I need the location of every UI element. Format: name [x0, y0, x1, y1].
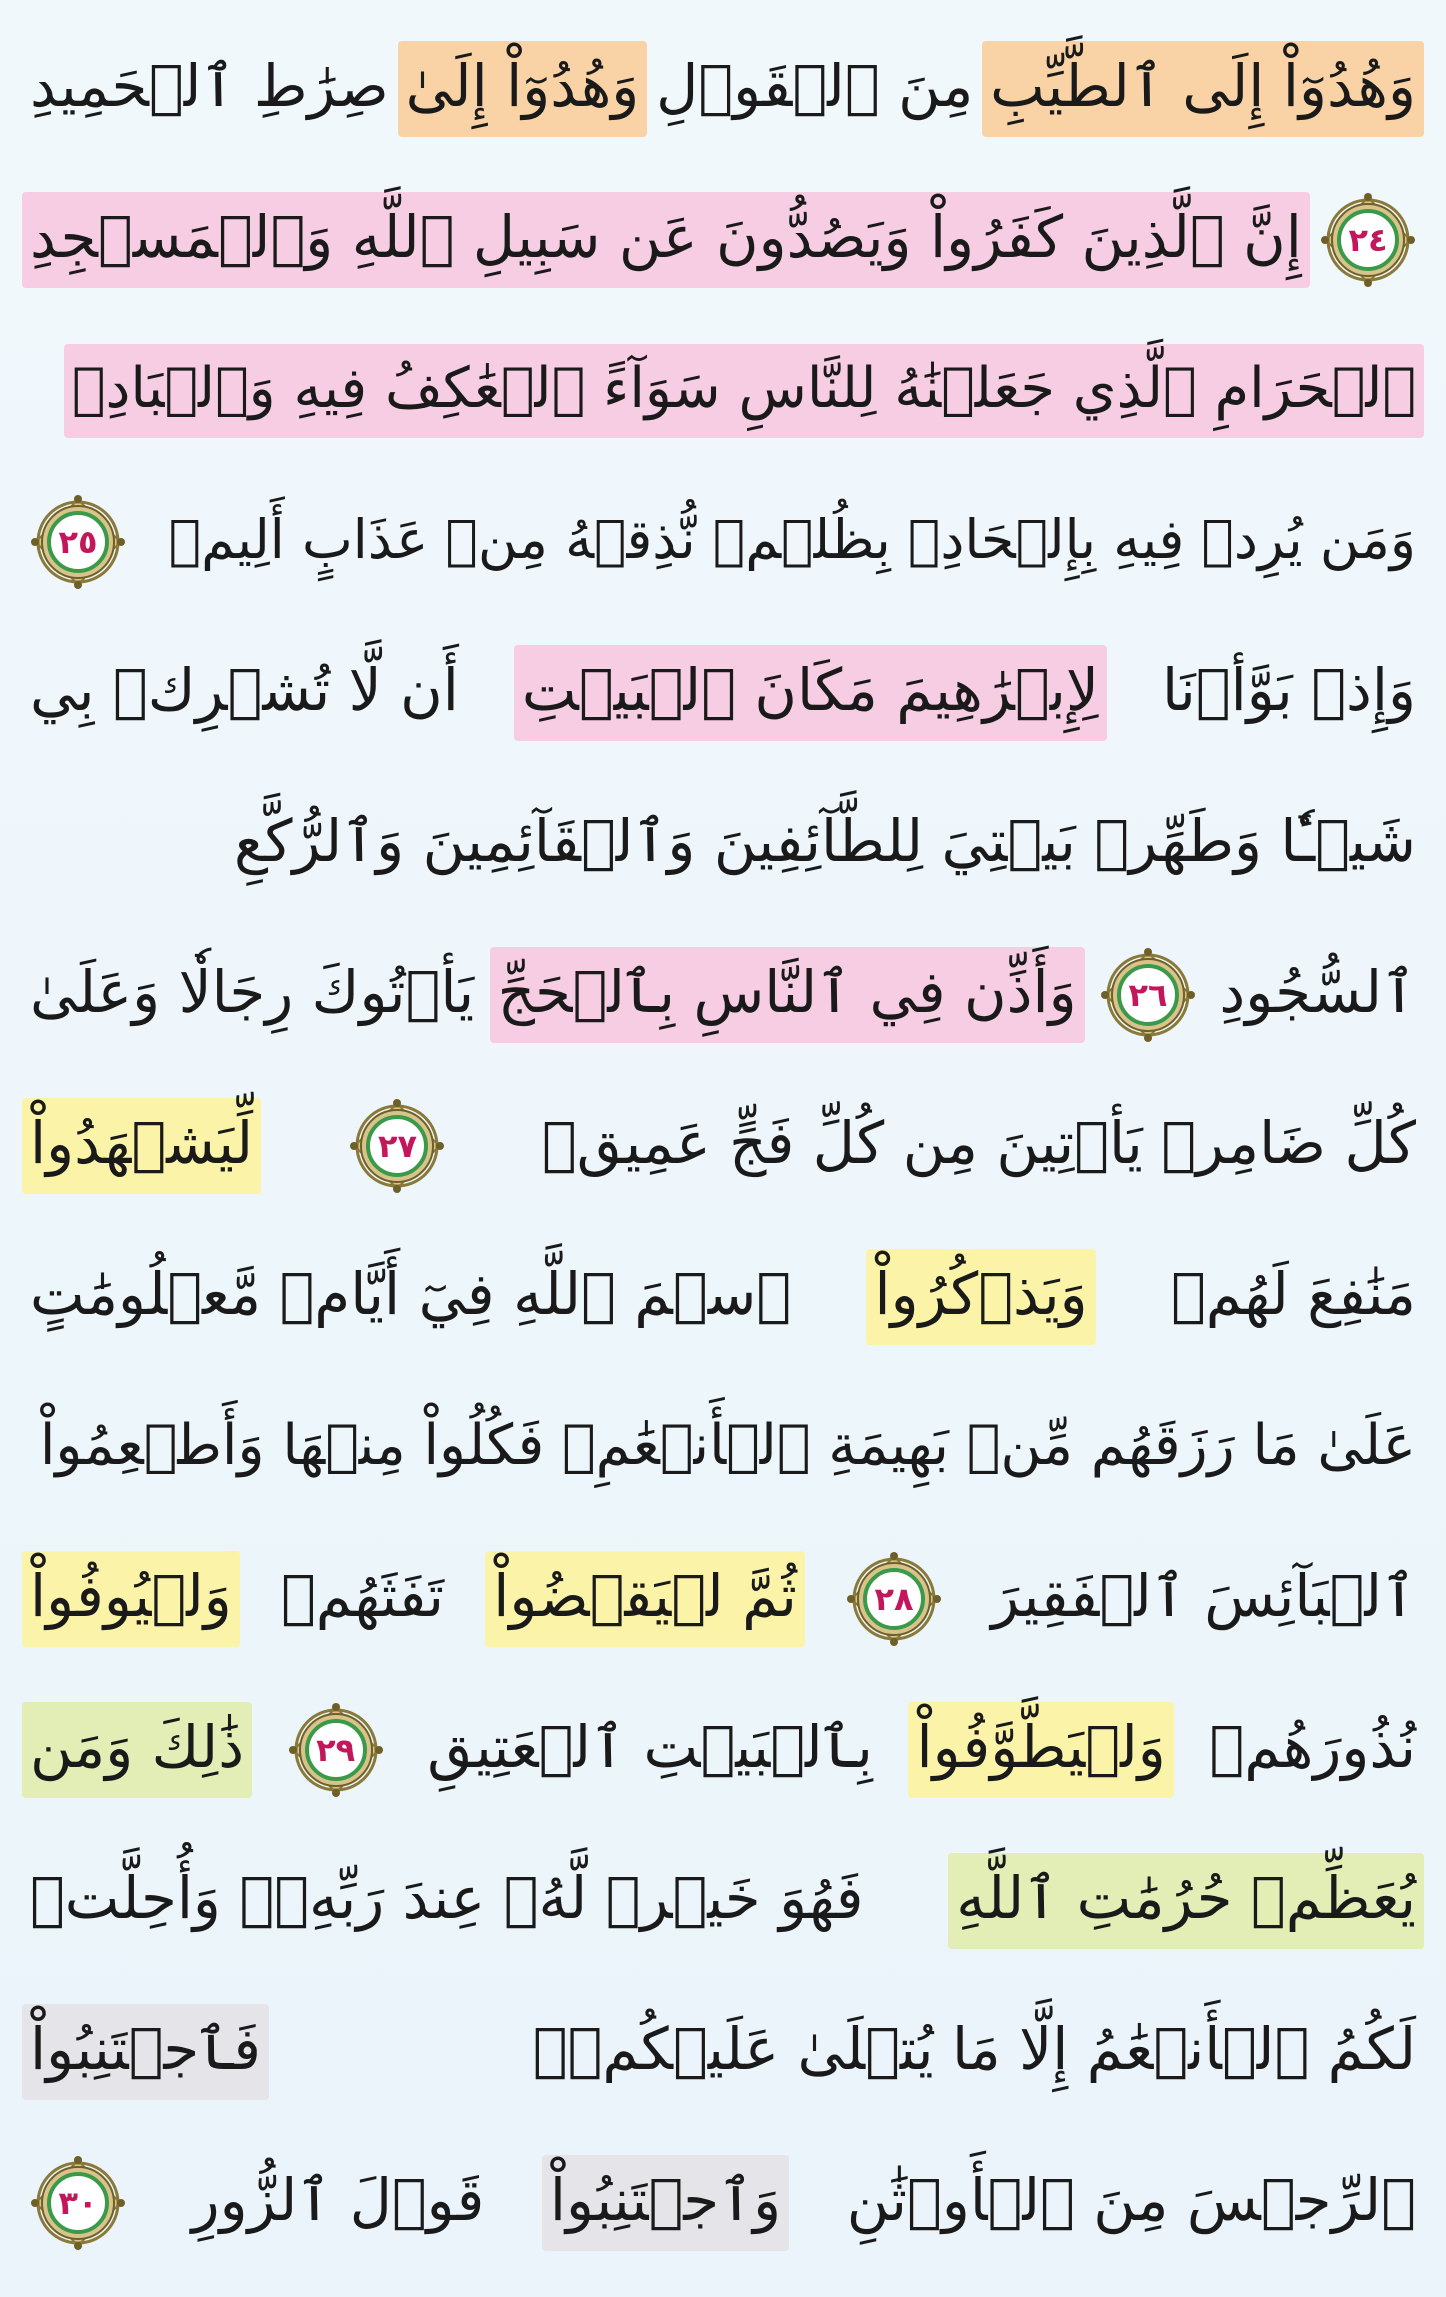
ayah-number-marker: [1098, 945, 1198, 1045]
verse-text: فَهُوَ خَيۡرٞ لَّهُۥ عِندَ رَبِّهِۦۗ وَأُحِلَّتۡ: [30, 1864, 864, 1933]
ayah-number-marker: [347, 1096, 447, 1196]
verse-text: صِرَٰطِ ٱلۡحَمِيدِ: [30, 52, 389, 121]
verse-text: وَمَن يُرِدۡ فِيهِ بِإِلۡحَادِۭ بِظُلۡمٖ نُّذِقۡهُ مِنۡ عَذَابٍ أَلِيمٖ: [168, 508, 1416, 572]
verse-line: [0, 1830, 1446, 1972]
verse-text: أَن لَّا تُشۡرِكۡ بِي: [30, 656, 459, 725]
verse-line-content: [22, 1377, 1424, 1519]
ayah-number: ٢٥: [58, 523, 98, 561]
highlighted-phrase: ٱلۡحَرَامِ ٱلَّذِي جَعَلۡنَٰهُ لِلنَّاسِ سَوَآءً ٱلۡعَٰكِفُ فِيهِ وَٱلۡبَادِۚ: [64, 344, 1424, 438]
verse-line-content: [22, 1679, 1424, 1821]
verse-text: ٱلرِّجۡسَ مِنَ ٱلۡأَوۡثَٰنِ: [846, 2166, 1416, 2235]
verse-text: لَكُمُ ٱلۡأَنۡعَٰمُ إِلَّا مَا يُتۡلَىٰ عَلَيۡكُمۡۖ: [532, 2015, 1416, 2084]
verse-line: [0, 773, 1446, 915]
verse-line: [0, 2132, 1446, 2274]
highlighted-phrase: وَلۡيُوفُواْ: [22, 1551, 240, 1647]
ayah-number-marker: [28, 492, 128, 592]
verse-line: [0, 924, 1446, 1066]
verse-line: [0, 1679, 1446, 1821]
highlighted-phrase: إِنَّ ٱلَّذِينَ كَفَرُواْ وَيَصُدُّونَ عَن سَبِيلِ ٱللَّهِ وَٱلۡمَسۡجِدِ: [22, 192, 1310, 288]
verse-text: ٱسۡمَ ٱللَّهِ فِيٓ أَيَّامٖ مَّعۡلُومَٰتٍ: [30, 1260, 792, 1329]
verse-line-content: [22, 1528, 1424, 1670]
highlighted-phrase: وَٱجۡتَنِبُواْ: [542, 2155, 789, 2251]
highlighted-phrase: لِّيَشۡهَدُواْ: [22, 1098, 261, 1194]
verse-line: [0, 1981, 1446, 2123]
verse-line-content: [22, 1226, 1424, 1368]
verse-text: ٱلۡبَآئِسَ ٱلۡفَقِيرَ: [991, 1562, 1416, 1631]
verse-text: شَيۡـٔٗا وَطَهِّرۡ بَيۡتِيَ لِلطَّآئِفِينَ وَٱلۡقَآئِمِينَ وَٱلرُّكَّعِ: [234, 807, 1416, 876]
verse-text: وَإِذۡ بَوَّأۡنَا: [1161, 656, 1416, 725]
verse-line-content: [22, 924, 1424, 1066]
verse-line: [0, 1226, 1446, 1368]
verse-line: [0, 320, 1446, 462]
verse-text: عَلَىٰ مَا رَزَقَهُم مِّنۢ بَهِيمَةِ ٱلۡأَنۡعَٰمِۖ فَكُلُواْ مِنۡهَا وَأَطۡعِمُواْ: [39, 1413, 1416, 1479]
verse-text: تَفَثَهُمۡ: [280, 1562, 445, 1631]
ayah-number: ٢٦: [1128, 976, 1168, 1014]
ayah-number: ٢٨: [874, 1580, 914, 1618]
highlighted-phrase: فَٱجۡتَنِبُواْ: [22, 2004, 269, 2100]
verse-text: قَوۡلَ ٱلزُّورِ: [191, 2166, 485, 2235]
ayah-number: ٣٠: [58, 2184, 98, 2222]
verse-line-content: [22, 1830, 1424, 1972]
highlighted-phrase: لِإِبۡرَٰهِيمَ مَكَانَ ٱلۡبَيۡتِ: [514, 645, 1107, 741]
verse-line: [0, 18, 1446, 160]
verse-text: مَنَٰفِعَ لَهُمۡ: [1170, 1260, 1416, 1329]
verse-line-content: [22, 622, 1424, 764]
verse-text: مِنَ ٱلۡقَوۡلِ: [656, 52, 974, 121]
verse-line-content: [22, 169, 1424, 311]
verse-text: يَأۡتُوكَ رِجَالٗا وَعَلَىٰ: [30, 958, 475, 1027]
ayah-number: ٢٩: [316, 1731, 356, 1769]
verse-text: نُذُورَهُمۡ: [1209, 1713, 1416, 1782]
ayah-number-marker: [1318, 190, 1418, 290]
verse-line-content: [22, 1981, 1424, 2123]
verse-text: كُلِّ ضَامِرٖ يَأۡتِينَ مِن كُلِّ فَجٍّ عَمِيقٖ: [541, 1109, 1416, 1178]
verse-line-content: [22, 471, 1424, 613]
highlighted-phrase: ثُمَّ لۡيَقۡضُواْ: [485, 1551, 805, 1647]
highlighted-phrase: وَهُدُوٓاْ إِلَىٰ: [398, 41, 648, 137]
highlighted-phrase: وَيَذۡكُرُواْ: [866, 1249, 1095, 1345]
verse-line-content: [22, 773, 1424, 915]
ayah-number: ٢٤: [1348, 221, 1388, 259]
verse-line-content: [22, 1075, 1424, 1217]
verse-line: [0, 1377, 1446, 1519]
verse-text: ٱلسُّجُودِ: [1219, 958, 1416, 1027]
highlighted-phrase: وَهُدُوٓاْ إِلَى ٱلطَّيِّبِ: [982, 41, 1424, 137]
verse-line: [0, 1528, 1446, 1670]
highlighted-phrase: وَلۡيَطَّوَّفُواْ: [908, 1702, 1173, 1798]
highlighted-phrase: ذَٰلِكَ وَمَن: [22, 1702, 252, 1798]
verse-line: [0, 622, 1446, 764]
ayah-number-marker: [286, 1700, 386, 1800]
verse-line-content: [22, 2132, 1424, 2274]
highlighted-phrase: وَأَذِّن فِي ٱلنَّاسِ بِٱلۡحَجِّ: [490, 947, 1085, 1043]
highlighted-phrase: يُعَظِّمۡ حُرُمَٰتِ ٱللَّهِ: [948, 1853, 1424, 1949]
ayah-number: ٢٧: [377, 1127, 417, 1165]
ayah-number-marker: [28, 2153, 128, 2253]
verse-line: [0, 471, 1446, 613]
verse-line: [0, 169, 1446, 311]
verse-line-content: [22, 18, 1424, 160]
verse-line-content: [22, 320, 1424, 462]
verse-text: بِٱلۡبَيۡتِ ٱلۡعَتِيقِ: [427, 1713, 873, 1782]
verse-line: [0, 1075, 1446, 1217]
ayah-number-marker: [844, 1549, 944, 1649]
